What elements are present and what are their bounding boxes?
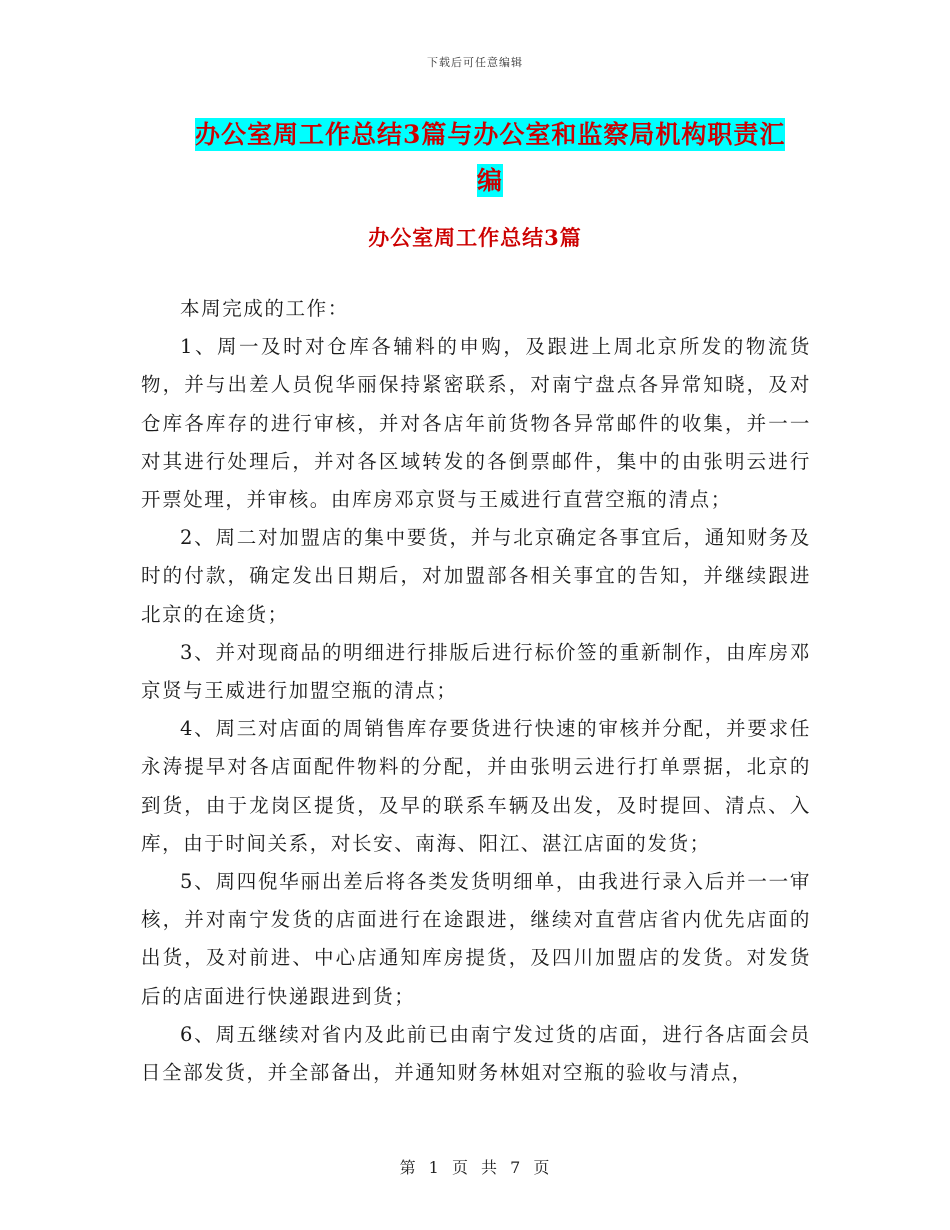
paragraph-item-5: 5、周四倪华丽出差后将各类发货明细单，由我进行录入后并一一审核，并对南宁发货的店面进行在途跟进，继续对直营店省内优先店面的出货，及对前进、中心店通知库房提货，及四川加盟店的发货。对发货后的店面进行快递跟进到货； <box>141 870 811 1008</box>
page-header-note: 下载后可任意编辑 <box>427 56 523 69</box>
paragraph-item-4: 4、周三对店面的周销售库存要货进行快速的审核并分配，并要求任永涛提早对各店面配件物料的分配，并由张明云进行打单票据，北京的到货，由于龙岗区提货，及早的联系车辆及出发，及时提回、清点、入库，由于时间关系，对长安、南海、阳江、湛江店面的发货； <box>141 717 811 855</box>
document-title-line1-text: 办公室周工作总结3篇与办公室和监察局机构职责汇 <box>195 120 786 149</box>
paragraph-item-6: 6、周五继续对省内及此前已由南宁发过货的店面，进行各店面会员日全部发货，并全部备出，并通知财务林姐对空瓶的验收与清点， <box>141 1022 811 1085</box>
paragraph-item-3: 3、并对现商品的明细进行排版后进行标价签的重新制作，由库房邓京贤与王威进行加盟空瓶的清点； <box>141 640 811 703</box>
document-title <box>195 112 815 204</box>
document-title-line2 <box>195 158 785 204</box>
document-title-line2-text: 编 <box>476 166 503 195</box>
page-number-footer: 第 1 页 共 7 页 <box>399 1158 551 1177</box>
body-text <box>141 290 811 1092</box>
paragraph-item-1: 1、周一及时对仓库各辅料的申购，及跟进上周北京所发的物流货物，并与出差人员倪华丽保持紧密联系，对南宁盘点各异常知晓，及对仓库各库存的进行审核，并对各店年前货物各异常邮件的收集，并一一对其进行处理后，并对各区域转发的各倒票邮件，集中的由张明云进行开票处理，并审核。由库房邓京贤与王威进行直营空瓶的清点； <box>141 335 811 512</box>
document-title-line1 <box>195 112 815 158</box>
paragraph-intro: 本周完成的工作： <box>180 297 349 320</box>
section-title: 办公室周工作总结3篇 <box>368 225 582 250</box>
paragraph-item-2: 2、周二对加盟店的集中要货，并与北京确定各事宜后，通知财务及时的付款，确定发出日期后，对加盟部各相关事宜的告知，并继续跟进北京的在途货； <box>141 526 811 626</box>
